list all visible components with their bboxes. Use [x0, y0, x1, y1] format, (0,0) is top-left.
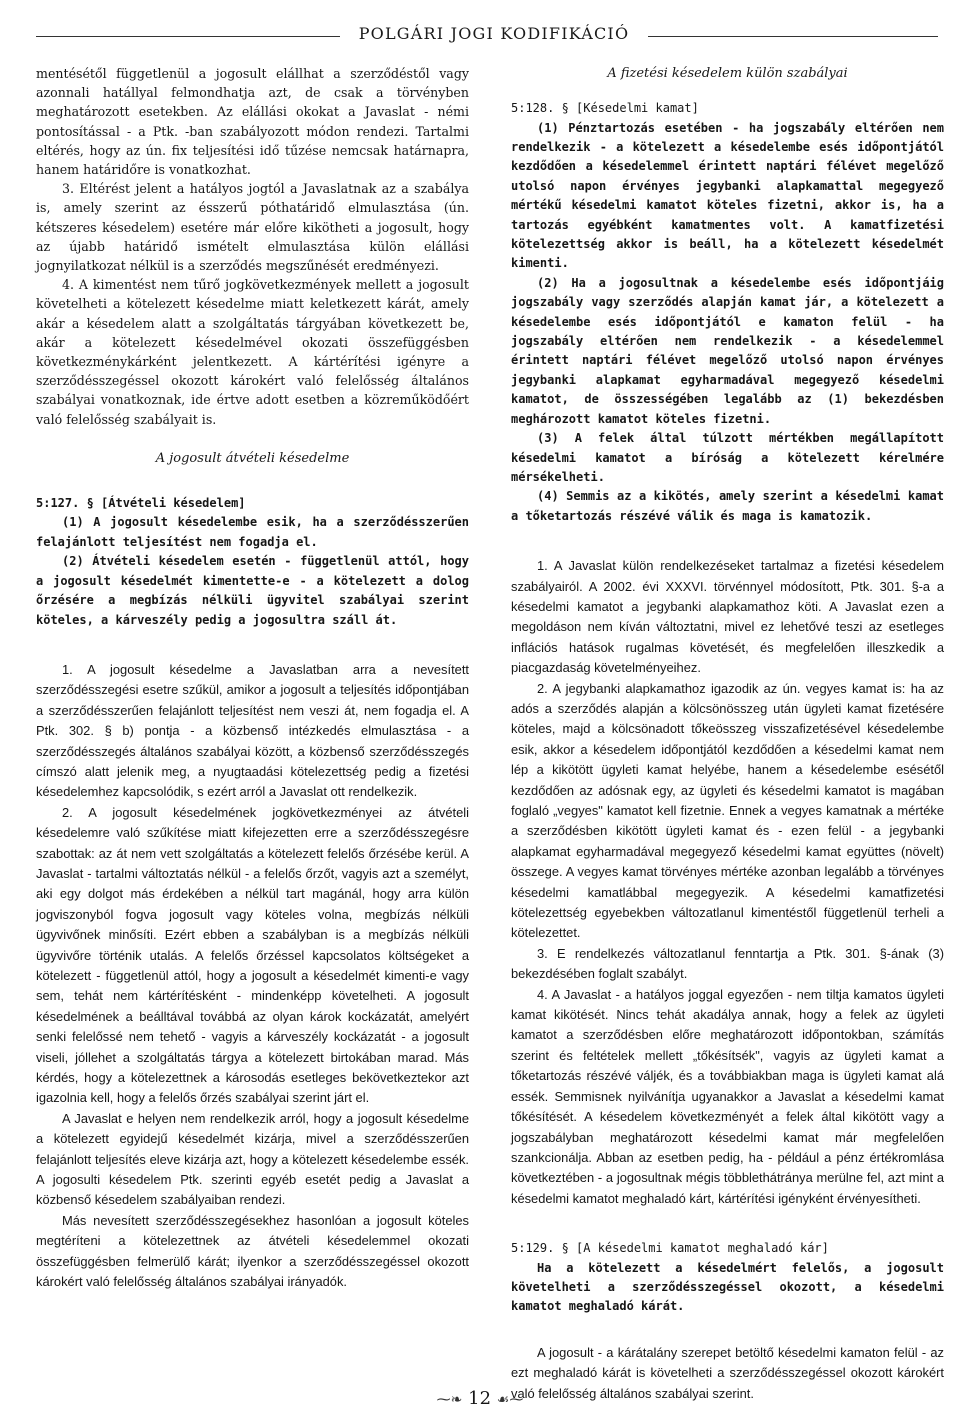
note-paragraph: A Javaslat e helyen nem rendelkezik arról, hogy a jogosult késedelme a kötelezett egyidejű késedelmét kizárja, mivel a szerződésszerűen felajánlott teljesítés eleve kizárja azt, hogy a kötelezett késedelembe essék. A jogosulti késedelem Ptk. szerinti egyéb esetét pedig a Javaslat a közbenső késedelem szabályaiban rendezi.	[36, 1110, 469, 1208]
note-paragraph: 1. A Javaslat külön rendelkezéseket tartalmaz a fizetési késedelem szabályairól. A 2002. évi XXXVI. törvénnyel módosított, Ptk. 301. §-a a késedelmi kamatot a jegybanki alapkamathoz köti. A Javaslat ezen a megoldáson nem kíván változtatni, mivel ez lehetővé teszi az esetleges inflációs hatások rugalmas követését, és megfelelően illeszkedik a piacgazdaság követelményeihez.	[511, 558, 944, 676]
section-title: A fizetési késedelem külön szabályai	[607, 66, 848, 81]
section-title: A jogosult átvételi késedelme	[155, 450, 350, 466]
page-number: 12	[468, 1388, 492, 1409]
commentary-127	[36, 660, 469, 1293]
rule-heading: 5:129. § [A késedelmi kamatot meghaladó kár]	[511, 1241, 829, 1256]
rule-paragraph: (3) A felek által túlzott mértékben megállapított késedelmi kamatot a bíróság a kötelezett kérelmére mérsékelheti.	[511, 431, 944, 484]
note-paragraph: 2. A jegybanki alapkamathoz igazodik az ún. vegyes kamat is: ha az adós a szerződés alapján a kölcsönösszeg után ügyleti kamat fizetésére köteles, majd a kölcsönadott tőkeösszeg visszafizetésével késedelembe esik, akkor a késedelem időpontjától kezdődően a késedelmi kamat nem lép a kikötött ügyleti kamat helyébe, hanem a késedelembe esésétől kezdődően az adósnak egy, az ügyleti és késedelmi kamatot is magában foglaló „vegyes" kamatot kell fizetnie. Ennek a vegyes kamatnak a mértéke a szerződésben kikötött ügyleti kamat és - ezen felül - a jegybanki alapkamat egyharmadával megegyező késedelmi kamat együttes (növelt) összege. A vegyes kamat törvényes mértéke azonban legalább a törvényes késedelmi kamatlábbal megegyezik. A késedelmi kamatfizetési kötelezettség egyebekben változatlanul kimentéstől függetlenül terheli a kötelezettet.	[511, 680, 944, 941]
header-rule-right	[648, 36, 938, 37]
left-column	[36, 64, 469, 1293]
note-paragraph: 4. A Javaslat - a hatályos joggal egyezően - nem tiltja kamatos ügyleti kamat kikötését. Nincs tehát akadálya annak, hogy a felek az ügyleti kamatot a szerződésben előre meghatározott időpontokban, számítás szerint és feltételek mellett „tőkésítsék", vagyis az ügyleti kamat a tőketartozás részévé váljék, és a továbbiakban maga is ügyleti kamat alá essék. Semmisnek nyilvánítja ugyanakkor a Javaslat a késedelmi kamat tőkésítését. A késedelem következményét a felek által kikötött vagy a jogszabályban meghatározott késedelmi kamat már megfelelően szankcionálja. Abban az esetben pedig, ha - például a pénz értékromlása következtében - a jogosultnak mégis többlethátránya merülne fel, azt mint a késedelmi kamatot meghaladó kárt, kártérítési igényként érvényesítheti.	[511, 986, 944, 1206]
note-paragraph: 1. A jogosult késedelme a Javaslatban arra a nevesített szerződésszegési esetre szűkül, amikor a jogosult a teljesítés időpontjában a szerződésszerűen felajánlott teljesítést nem veszi át, nem fogadja el. A Ptk. 302. § b) pontja - a közbenső intézkedés elmulasztása - a szerződésszegés általános szabályai között, a közbenső szerződésszegés címszó alatt jelenik meg, a nyugtaadási kötelezettség pedig a fizetési késedelemhez kapcsolódik, s ezért arról a Javaslat ott rendelkezik.	[36, 661, 469, 800]
rule-text-129	[511, 1239, 944, 1317]
rule-paragraph: Ha a kötelezett a késedelmért felelős, a jogosult követelheti a szerződésszegéssel okozott, a késedelmi kamatot meghaladó kárát.	[511, 1260, 944, 1314]
journal-title: POLGÁRI JOGI KODIFIKÁCIÓ	[358, 24, 630, 43]
rule-paragraph: (1) Pénztartozás esetében - ha jogszabály eltérően nem rendelkezik - a kötelezett a késedelembe esés időpontjától kezdődően a késedelemmel érintett naptári félévet megelőző utolsó napon érvényes jegybanki alapkamattal megegyező mértékű késedelmi kamatot köteles fizetni, akkor is, ha a tartozás egyébként kamatmentes volt. A kamatfizetési kötelezettség akkor is beáll, ha a kötelezett késedelmét kimenti.	[511, 120, 944, 271]
rule-paragraph: (2) Ha a jogosultnak a késedelembe esés időpontjáig jogszabály vagy szerződés alapján kamat jár, a kötelezett a késedelembe esés időpontjától e kamaton felül - ha jogszabály eltérően nem rendelkezik - a késedelemmel érintett naptári félévet megelőző utolsó napon érvényes jegybanki alapkamat egyharmadával megegyező késedelmi kamatot, de összességében legalább az (1) bekezdésben meghározott kamatot köteles fizetni.	[511, 275, 944, 426]
rule-heading: 5:127. § [Átvételi késedelem]	[36, 496, 246, 511]
commentary-128	[511, 556, 944, 1209]
rule-text-127	[36, 494, 469, 630]
paragraph: mentésétől függetlenül a jogosult elállhat a szerződéstől vagy azonnali hatállyal felmondhatja azt, de csak a törvényben meghatározott esetekben. Az elállási okokat a Javaslat - némi pontosítással - a Ptk. -ban szabályozott módon rendezi. Tartalmi eltérés, hogy az ún. fix teljesítési idő tűzése nemcsak határnapra, hanem határidőre is vonatkozhat.	[36, 66, 469, 178]
note-paragraph: Más nevesített szerződésszegésekhez hasonlóan a jogosult köteles megtéríteni a kötelezettnek az átvételi késedelemmel okozati összefüggésben felmerülő kárát; ilyenkor a szerződésszegéssel okozott károkért való felelősség általános szabályai irányadók.	[36, 1212, 469, 1290]
ornament-left-icon: ⁓❧	[436, 1392, 463, 1408]
paragraph: 4. A kimentést nem tűrő jogkövetkezmények mellett a jogosult követelheti a kötelezett késedelme miatt keletkezett kárát, amely akár a késedelem alatt a szolgáltatás tárgyában következett be, akár a kötelezett késedelmével okozati összefüggésben következménykárként jelentkezett. A kártérítési igényre a szerződésszegéssel okozott károkért való felelősség általános szabályai vonatkoznak, ide értve adott esetben a közreműködőért való felelősség szabályait is.	[36, 277, 469, 427]
rule-text-128	[511, 99, 944, 526]
note-paragraph: 3. E rendelkezés változatlanul fenntartja a Ptk. 301. §-ának (3) bekezdésében foglalt szabályt.	[511, 945, 944, 982]
rule-paragraph: (1) A jogosult késedelembe esik, ha a szerződésszerűen felajánlott teljesítést nem fogadja el.	[36, 515, 469, 549]
rule-paragraph: (2) Átvételi késedelem esetén - függetlenül attól, hogy a jogosult késedelmét kimentette-e - a kötelezett a dolog őrzésére a megbízás nélküli ügyvitel szabályai szerint köteles, a kárveszély pedig a jogosultra száll át.	[36, 554, 469, 627]
ornament-right-icon: ☙⁓	[496, 1392, 524, 1408]
rule-heading: 5:128. § [Késedelmi kamat]	[511, 101, 699, 116]
note-paragraph: A jogosult - a kárátalány szerepet betöltő késedelmi kamaton felül - az ezt meghaladó kárát is követelheti a szerződésszegéssel okozott károkért való felelősség általános szabályai szerint.	[511, 1344, 944, 1401]
right-column	[511, 64, 944, 1404]
page-footer	[0, 1388, 960, 1409]
note-paragraph: 2. A jogosult késedelmének jogkövetkezményei az átvételi késedelemre való szűkítése miatt kifejezetten erre a szerződésszegésre szabottak: az át nem vett szolgáltatás a kötelezett felelős őrzésébe kerül. A Javaslat - tartalmi változtatás nélkül - a felelős őrzőt, vagyis azt a személyt, aki egy dolgot más érdekében a nélkül tart magánál, hogy arra külön jogviszonyból fogva jogosult vagy köteles volna, megbízás nélküli ügyvivőnek minősíti. Ezért ebben a szabályban is a megbízás nélküli ügyvivőre történik utalás. A felelős őrzéssel kapcsolatos költségeket a kötelezett - függetlenül attól, hogy a jogosult a késedelmét kimenti-e vagy sem, tehát nem kártérítésként - mindenképp követelheti. A jogosult késedelmének a beálltával továbbá az olyan károk kockázatát, amelyért senki felelőssé nem tehető - vagyis a kárveszély kockázatát - a jogosult viseli, jóllehet a szolgáltatás tárgya a kötelezett birtokában marad. Más kérdés, hogy a kötelezettnek a károsodás esetleges bekövetkeztekor azt igazolnia kell, hogy a felelős őrzés szabályai szerint járt el.	[36, 804, 469, 1106]
header-rule-left	[36, 36, 340, 37]
paragraph: 3. Eltérést jelent a hatályos jogtól a Javaslatnak az a szabálya is, amely szerint az ésszerű póthatáridő elmulasztása (ún. kétszeres késedelem) esetére már előre kikötheti a jogosult, hogy az újabb határidő ismételt elmulasztása külön elállási jognyilatkozat nélkül is a szerződés megszűnését eredményezi.	[36, 181, 469, 274]
running-header	[0, 10, 960, 50]
rule-paragraph: (4) Semmis az a kikötés, amely szerint a késedelmi kamat a tőketartozás részévé válik és maga is kamatozik.	[511, 489, 944, 523]
